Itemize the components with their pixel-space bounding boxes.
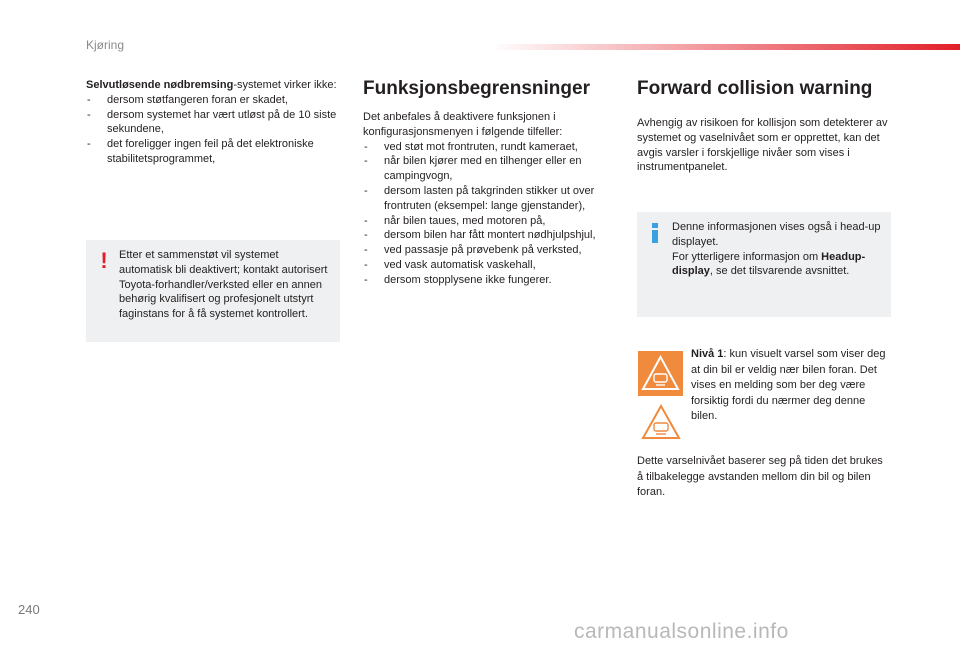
level-1-description	[691, 347, 891, 425]
list-item: - dersom støtfangeren foran er skadet,	[86, 93, 340, 108]
list-item: - dersom bilen har fått montert nødhjulpshjul,	[363, 228, 617, 243]
list-item: - dersom systemet har vært utløst på de 10 siste sekundene,	[86, 108, 340, 138]
page-number: 240	[18, 602, 40, 617]
limitations-intro: Det anbefales å deaktivere funksjonen i konfigurasjonsmenyen i følgende tilfeller:	[363, 111, 563, 138]
info-line-1: Denne informasjonen vises også i head-up displayet.	[672, 221, 881, 248]
info-line-2-pre: For ytterligere informasjon om	[672, 250, 822, 263]
column-middle	[363, 78, 617, 288]
column-right	[637, 78, 891, 175]
warning-text: Etter et sammenstøt vil systemet automatisk bli deaktivert; kontakt autorisert Toyota-forhandler/verksted eller en annen behørig kvalifisert og profesjonelt utstyrt faginstans for å få systemet kontrollert.	[119, 249, 328, 321]
info-box	[637, 212, 891, 317]
info-icon	[645, 222, 665, 244]
section-title: Kjøring	[86, 38, 125, 52]
watermark: carmanualsonline.info	[574, 620, 789, 643]
limitations-list	[363, 140, 617, 288]
condition-list	[86, 93, 340, 167]
exclamation-icon: !	[100, 248, 108, 273]
info-line-2-post: , se det tilsvarende avsnittet.	[709, 265, 850, 278]
level-note: Dette varselnivået baserer seg på tiden det brukes å tilbakelegge avstanden mellom din bil og bilen foran.	[637, 455, 883, 499]
intro-bold: Selvutløsende nødbremsing	[86, 79, 234, 91]
fcw-intro: Avhengig av risikoen for kollisjon som detekterer av systemet og vaselnivået som er opprettet, kan det avgis varsler i forskjellige nivåer som vises i instrumentpanelet.	[637, 117, 888, 174]
list-item: - dersom stopplysene ikke fungerer.	[363, 273, 617, 288]
list-item: - dersom lasten på takgrinden stikker ut over frontruten (eksempel: lange gjenstander),	[363, 184, 617, 214]
collision-warning-filled-icon	[638, 351, 683, 396]
info-line-2-bold: Headup-display	[672, 250, 866, 278]
list-item: - når bilen taues, med motoren på,	[363, 214, 617, 229]
list-item: - ved vask automatisk vaskehall,	[363, 258, 617, 273]
heading-limitations: Funksjonsbegrensninger	[363, 78, 590, 99]
list-item: - ved støt mot frontruten, rundt kameraet,	[363, 140, 617, 155]
list-item: - ved passasje på prøvebenk på verksted,	[363, 243, 617, 258]
collision-warning-outline-icon	[641, 404, 681, 440]
list-item: - det foreligger ingen feil på det elektroniske stabilitetsprogrammet,	[86, 137, 340, 167]
warning-box	[86, 240, 340, 342]
column-left	[86, 78, 340, 167]
level-1-label: Nivå 1	[691, 348, 724, 360]
heading-forward-collision: Forward collision warning	[637, 78, 873, 99]
intro-rest: -systemet virker ikke:	[233, 79, 337, 91]
header-accent-bar	[490, 44, 960, 50]
intro-paragraph	[86, 78, 340, 93]
level-1-text: : kun visuelt varsel som viser deg at din bil er veldig nær bilen foran. Det vises en melding som ber deg være forsiktig fordi du nærmer deg denne bilen.	[691, 348, 886, 423]
list-item: - når bilen kjører med en tilhenger eller en campingvogn,	[363, 154, 617, 184]
info-text	[672, 220, 887, 279]
